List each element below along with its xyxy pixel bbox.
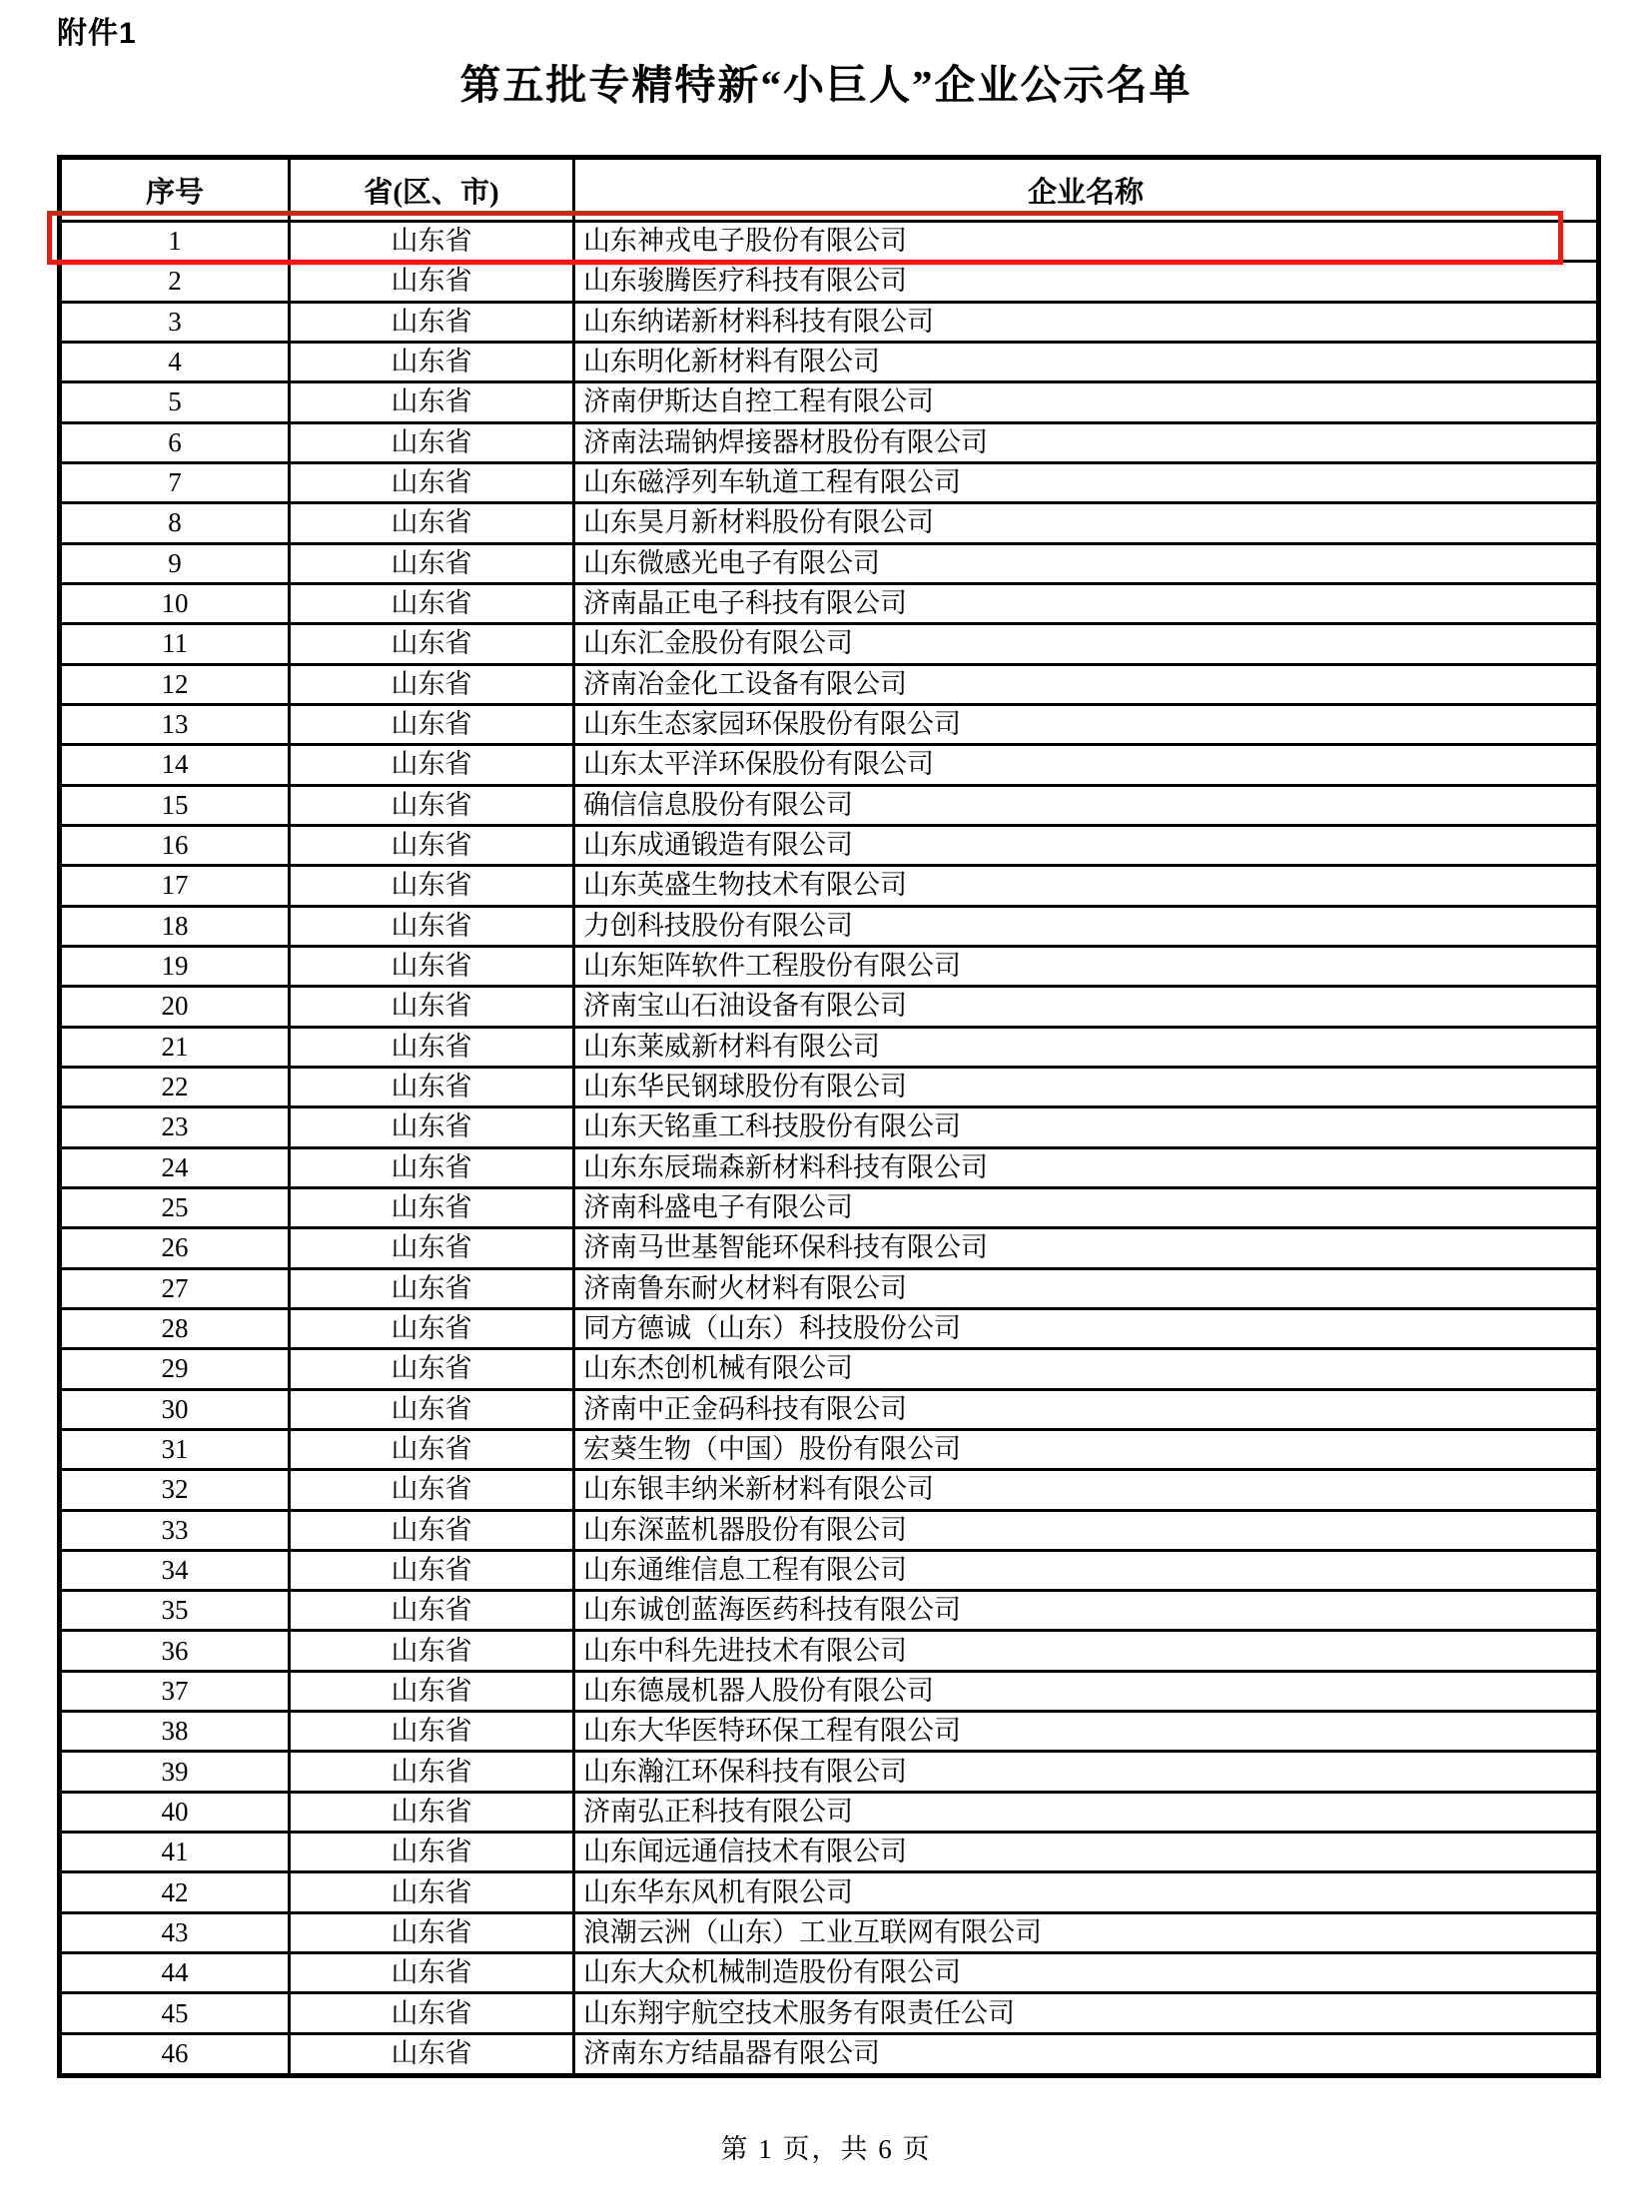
company-cell: 济南晶正电子科技有限公司 — [574, 583, 1599, 623]
province-cell: 山东省 — [290, 382, 574, 422]
row-number-cell: 2 — [60, 262, 290, 302]
table-row — [60, 664, 1599, 704]
province-cell: 山东省 — [290, 1872, 574, 1912]
province-cell: 山东省 — [290, 1470, 574, 1510]
table-row — [60, 1187, 1599, 1227]
company-cell: 山东汇金股份有限公司 — [574, 624, 1599, 664]
province-cell: 山东省 — [290, 1631, 574, 1671]
province-cell: 山东省 — [290, 342, 574, 381]
row-number-cell: 33 — [60, 1510, 290, 1550]
company-cell: 山东纳诺新材料科技有限公司 — [574, 302, 1599, 342]
table-row — [60, 1752, 1599, 1792]
row-number-cell: 40 — [60, 1792, 290, 1832]
row-number-cell: 31 — [60, 1429, 290, 1469]
company-cell: 山东微感光电子有限公司 — [574, 543, 1599, 583]
province-cell: 山东省 — [290, 1792, 574, 1832]
company-cell: 山东诚创蓝海医药科技有限公司 — [574, 1591, 1599, 1631]
col-header-company: 企业名称 — [574, 158, 1599, 222]
row-number-cell: 41 — [60, 1833, 290, 1872]
table-row — [60, 825, 1599, 865]
province-cell: 山东省 — [290, 1349, 574, 1389]
company-cell: 济南宝山石油设备有限公司 — [574, 987, 1599, 1027]
company-cell: 济南东方结晶器有限公司 — [574, 2033, 1599, 2075]
table-row — [60, 1308, 1599, 1348]
page-title: 第五批专精特新“小巨人”企业公示名单 — [459, 62, 1193, 108]
row-number-cell: 44 — [60, 1953, 290, 1993]
col-header-no: 序号 — [60, 158, 290, 222]
province-cell: 山东省 — [290, 987, 574, 1027]
row-number-cell: 5 — [60, 382, 290, 422]
company-cell: 宏葵生物（中国）股份有限公司 — [574, 1429, 1599, 1469]
table-row — [60, 1550, 1599, 1590]
table-row — [60, 1631, 1599, 1671]
province-cell: 山东省 — [290, 1833, 574, 1872]
table-row — [60, 1993, 1599, 2033]
row-number-cell: 37 — [60, 1671, 290, 1711]
province-cell: 山东省 — [290, 1389, 574, 1429]
table-row — [60, 1067, 1599, 1106]
row-number-cell: 26 — [60, 1228, 290, 1268]
row-number-cell: 9 — [60, 543, 290, 583]
province-cell: 山东省 — [290, 543, 574, 583]
row-number-cell: 15 — [60, 785, 290, 825]
table-row — [60, 1591, 1599, 1631]
table-row — [60, 624, 1599, 664]
company-cell: 山东闻远通信技术有限公司 — [574, 1833, 1599, 1872]
row-number-cell: 4 — [60, 342, 290, 381]
table-row — [60, 2033, 1599, 2075]
province-cell: 山东省 — [290, 1752, 574, 1792]
table-row — [60, 503, 1599, 543]
company-cell: 济南弘正科技有限公司 — [574, 1792, 1599, 1832]
company-cell: 山东太平洋环保股份有限公司 — [574, 745, 1599, 785]
province-cell: 山东省 — [290, 1268, 574, 1308]
table-body — [60, 222, 1599, 2076]
row-number-cell: 34 — [60, 1550, 290, 1590]
province-cell: 山东省 — [290, 785, 574, 825]
province-cell: 山东省 — [290, 422, 574, 462]
company-cell: 山东瀚江环保科技有限公司 — [574, 1752, 1599, 1792]
province-cell: 山东省 — [290, 1550, 574, 1590]
row-number-cell: 46 — [60, 2033, 290, 2075]
table-row — [60, 1268, 1599, 1308]
row-number-cell: 38 — [60, 1712, 290, 1752]
province-cell: 山东省 — [290, 1187, 574, 1227]
row-number-cell: 30 — [60, 1389, 290, 1429]
row-number-cell: 39 — [60, 1752, 290, 1792]
province-cell: 山东省 — [290, 1067, 574, 1106]
company-cell: 济南中正金码科技有限公司 — [574, 1389, 1599, 1429]
company-cell: 确信信息股份有限公司 — [574, 785, 1599, 825]
row-number-cell: 45 — [60, 1993, 290, 2033]
company-cell: 山东银丰纳米新材料有限公司 — [574, 1470, 1599, 1510]
province-cell: 山东省 — [290, 1712, 574, 1752]
table-row — [60, 946, 1599, 986]
table-row — [60, 1872, 1599, 1912]
table-row — [60, 1429, 1599, 1469]
company-cell: 山东磁浮列车轨道工程有限公司 — [574, 462, 1599, 502]
table-row — [60, 1389, 1599, 1429]
table-row — [60, 342, 1599, 381]
company-table — [57, 155, 1601, 2078]
province-cell: 山东省 — [290, 302, 574, 342]
table-row — [60, 1147, 1599, 1187]
company-cell: 山东矩阵软件工程股份有限公司 — [574, 946, 1599, 986]
province-cell: 山东省 — [290, 1671, 574, 1711]
province-cell: 山东省 — [290, 745, 574, 785]
row-number-cell: 1 — [60, 222, 290, 262]
province-cell: 山东省 — [290, 704, 574, 744]
table-row — [60, 1470, 1599, 1510]
table-row — [60, 583, 1599, 623]
company-cell: 山东莱威新材料有限公司 — [574, 1027, 1599, 1067]
province-cell: 山东省 — [290, 222, 574, 262]
row-number-cell: 19 — [60, 946, 290, 986]
table-row — [60, 1671, 1599, 1711]
row-number-cell: 12 — [60, 664, 290, 704]
company-cell: 山东深蓝机器股份有限公司 — [574, 1510, 1599, 1550]
province-cell: 山东省 — [290, 1993, 574, 2033]
company-cell: 山东大华医特环保工程有限公司 — [574, 1712, 1599, 1752]
table-row — [60, 382, 1599, 422]
row-number-cell: 27 — [60, 1268, 290, 1308]
province-cell: 山东省 — [290, 2033, 574, 2075]
row-number-cell: 3 — [60, 302, 290, 342]
table-row — [60, 785, 1599, 825]
province-cell: 山东省 — [290, 462, 574, 502]
table-row — [60, 262, 1599, 302]
row-number-cell: 32 — [60, 1470, 290, 1510]
company-cell: 山东骏腾医疗科技有限公司 — [574, 262, 1599, 302]
table-row — [60, 704, 1599, 744]
company-cell: 济南冶金化工设备有限公司 — [574, 664, 1599, 704]
table-row — [60, 1712, 1599, 1752]
company-cell: 山东昊月新材料股份有限公司 — [574, 503, 1599, 543]
province-cell: 山东省 — [290, 1953, 574, 1993]
company-cell: 同方德诚（山东）科技股份公司 — [574, 1308, 1599, 1348]
row-number-cell: 11 — [60, 624, 290, 664]
province-cell: 山东省 — [290, 1308, 574, 1348]
province-cell: 山东省 — [290, 664, 574, 704]
page-footer: 第 1 页，共 6 页 — [720, 2134, 932, 2164]
company-cell: 济南科盛电子有限公司 — [574, 1187, 1599, 1227]
company-cell: 山东华民钢球股份有限公司 — [574, 1067, 1599, 1106]
row-number-cell: 24 — [60, 1147, 290, 1187]
company-cell: 济南马世基智能环保科技有限公司 — [574, 1228, 1599, 1268]
province-cell: 山东省 — [290, 1429, 574, 1469]
table-row — [60, 1510, 1599, 1550]
company-cell: 山东明化新材料有限公司 — [574, 342, 1599, 381]
row-number-cell: 25 — [60, 1187, 290, 1227]
table-row — [60, 422, 1599, 462]
row-number-cell: 8 — [60, 503, 290, 543]
table-row — [60, 906, 1599, 946]
row-number-cell: 10 — [60, 583, 290, 623]
province-cell: 山东省 — [290, 1591, 574, 1631]
row-number-cell: 13 — [60, 704, 290, 744]
province-cell: 山东省 — [290, 906, 574, 946]
company-cell: 山东杰创机械有限公司 — [574, 1349, 1599, 1389]
province-cell: 山东省 — [290, 262, 574, 302]
row-number-cell: 16 — [60, 825, 290, 865]
row-number-cell: 23 — [60, 1107, 290, 1147]
company-cell: 山东英盛生物技术有限公司 — [574, 866, 1599, 906]
company-cell: 济南鲁东耐火材料有限公司 — [574, 1268, 1599, 1308]
province-cell: 山东省 — [290, 825, 574, 865]
company-cell: 山东德晟机器人股份有限公司 — [574, 1671, 1599, 1711]
table-row — [60, 1107, 1599, 1147]
province-cell: 山东省 — [290, 866, 574, 906]
row-number-cell: 20 — [60, 987, 290, 1027]
table-row — [60, 543, 1599, 583]
company-cell: 山东翔宇航空技术服务有限责任公司 — [574, 1993, 1599, 2033]
col-header-province: 省(区、市) — [290, 158, 574, 222]
province-cell: 山东省 — [290, 1107, 574, 1147]
province-cell: 山东省 — [290, 624, 574, 664]
company-cell: 山东天铭重工科技股份有限公司 — [574, 1107, 1599, 1147]
table-row — [60, 987, 1599, 1027]
company-cell: 山东生态家园环保股份有限公司 — [574, 704, 1599, 744]
row-number-cell: 35 — [60, 1591, 290, 1631]
table-row — [60, 302, 1599, 342]
row-number-cell: 42 — [60, 1872, 290, 1912]
table-row — [60, 745, 1599, 785]
company-cell: 力创科技股份有限公司 — [574, 906, 1599, 946]
table-row — [60, 222, 1599, 262]
company-cell: 浪潮云洲（山东）工业互联网有限公司 — [574, 1912, 1599, 1952]
company-cell: 山东神戎电子股份有限公司 — [574, 222, 1599, 262]
table-row — [60, 462, 1599, 502]
row-number-cell: 14 — [60, 745, 290, 785]
table-row — [60, 1027, 1599, 1067]
province-cell: 山东省 — [290, 503, 574, 543]
row-number-cell: 36 — [60, 1631, 290, 1671]
table-row — [60, 1833, 1599, 1872]
company-cell: 山东东辰瑞森新材料科技有限公司 — [574, 1147, 1599, 1187]
province-cell: 山东省 — [290, 1027, 574, 1067]
row-number-cell: 7 — [60, 462, 290, 502]
table-row — [60, 1912, 1599, 1952]
company-cell: 山东中科先进技术有限公司 — [574, 1631, 1599, 1671]
province-cell: 山东省 — [290, 946, 574, 986]
row-number-cell: 6 — [60, 422, 290, 462]
row-number-cell: 18 — [60, 906, 290, 946]
company-cell: 济南伊斯达自控工程有限公司 — [574, 382, 1599, 422]
row-number-cell: 43 — [60, 1912, 290, 1952]
province-cell: 山东省 — [290, 1510, 574, 1550]
company-cell: 山东大众机械制造股份有限公司 — [574, 1953, 1599, 1993]
table-row — [60, 1228, 1599, 1268]
row-number-cell: 29 — [60, 1349, 290, 1389]
province-cell: 山东省 — [290, 1228, 574, 1268]
province-cell: 山东省 — [290, 1147, 574, 1187]
attachment-label: 附件1 — [57, 17, 137, 50]
table-row — [60, 1349, 1599, 1389]
province-cell: 山东省 — [290, 583, 574, 623]
table-row — [60, 1792, 1599, 1832]
company-cell: 山东成通锻造有限公司 — [574, 825, 1599, 865]
company-cell: 济南法瑞钠焊接器材股份有限公司 — [574, 422, 1599, 462]
province-cell: 山东省 — [290, 1912, 574, 1952]
table-header-row — [60, 158, 1599, 222]
row-number-cell: 17 — [60, 866, 290, 906]
row-number-cell: 21 — [60, 1027, 290, 1067]
row-number-cell: 22 — [60, 1067, 290, 1106]
row-number-cell: 28 — [60, 1308, 290, 1348]
table-row — [60, 866, 1599, 906]
company-cell: 山东通维信息工程有限公司 — [574, 1550, 1599, 1590]
company-cell: 山东华东风机有限公司 — [574, 1872, 1599, 1912]
table-row — [60, 1953, 1599, 1993]
